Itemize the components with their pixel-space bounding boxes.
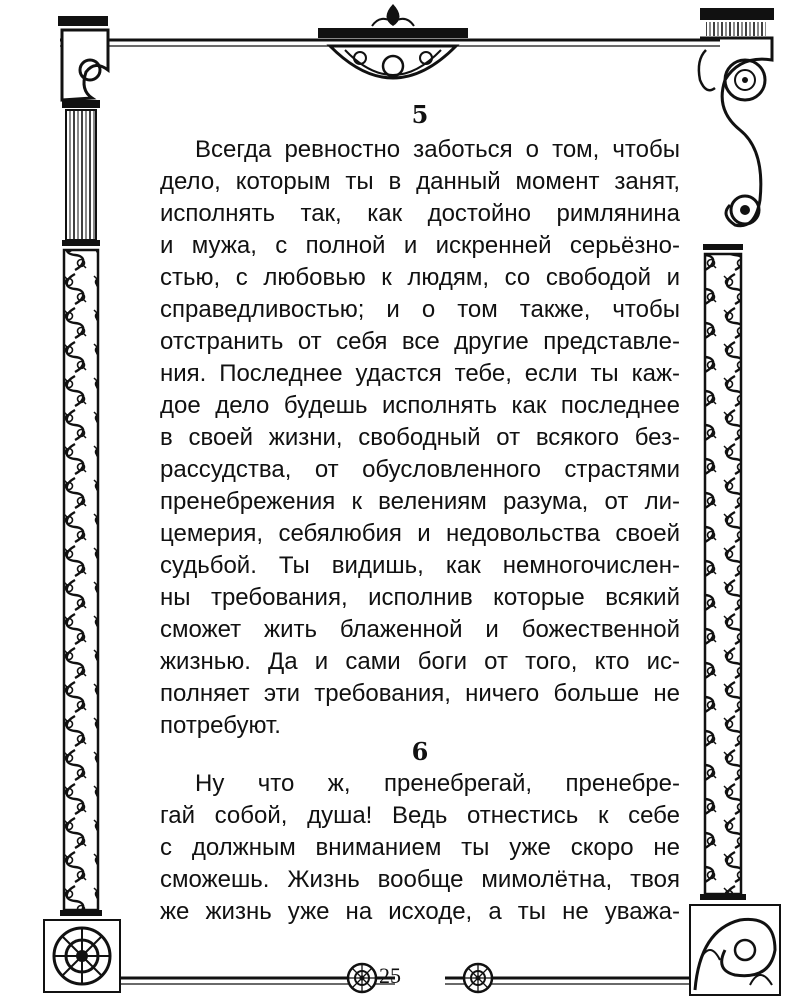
section5-line: судьбой. Ты видишь, как немногочислен- (160, 552, 680, 579)
section6-line: сможешь. Жизнь вообще мимолётна, твоя (160, 866, 680, 893)
section5-line: полняет эти требования, ничего больше не (160, 680, 680, 707)
section5-line: жизнью. Да и сами боги от того, кто ис- (160, 648, 680, 675)
section5-line: дело, которым ты в данный момент занят, (160, 168, 680, 195)
section5-line: рассудства, от обусловленного страстями (160, 456, 680, 483)
section6-line: же жизнь уже на исходе, а ты не уважа- (160, 898, 680, 925)
left-column (58, 16, 108, 916)
bottom-right-ornament (690, 905, 780, 995)
section5-line: потребуют. (160, 712, 281, 739)
section5-line: пренебрежения к велениям разума, от ли- (160, 488, 680, 515)
right-column (699, 8, 774, 900)
section6-line: с должным вниманием ты уже скоро не (160, 834, 680, 861)
section5-line: справедливостью; и о том также, чтобы (160, 296, 680, 323)
section6-line: Ну что ж, пренебрегай, пренебре- (195, 770, 680, 797)
section5-line: стью, с любовью к людям, со свободой и (160, 264, 680, 291)
section5-line: ны требования, исполнив которые всякий (160, 584, 680, 611)
page-number: 25 (379, 963, 401, 988)
section5-line: цемерия, себялюбия и недовольства своей (160, 520, 680, 547)
section5-line: сможет жить блаженной и божественной (160, 616, 680, 643)
section-number-5: 5 (411, 100, 429, 129)
section5-line: Всегда ревностно заботься о том, чтобы (195, 136, 680, 163)
section5-line: ния. Последнее удастся тебе, если ты каж- (160, 360, 680, 387)
section5-line: отстранить от себя все другие представле- (160, 328, 680, 355)
section5-line: исполнять так, как достойно римлянина (160, 200, 680, 227)
section6-line: гай собой, душа! Ведь отнестись к себе (160, 802, 680, 829)
bottom-left-rosette (44, 920, 120, 992)
section5-line: в своей жизни, свободный от всякого без- (160, 424, 680, 451)
bottom-right-small-rosette (464, 964, 492, 992)
section5-line: и мужа, с полной и искренней серьёзно- (160, 232, 680, 259)
section-number-6: 6 (411, 737, 429, 766)
section5-line: дое дело будешь исполнять как последнее (160, 392, 680, 419)
